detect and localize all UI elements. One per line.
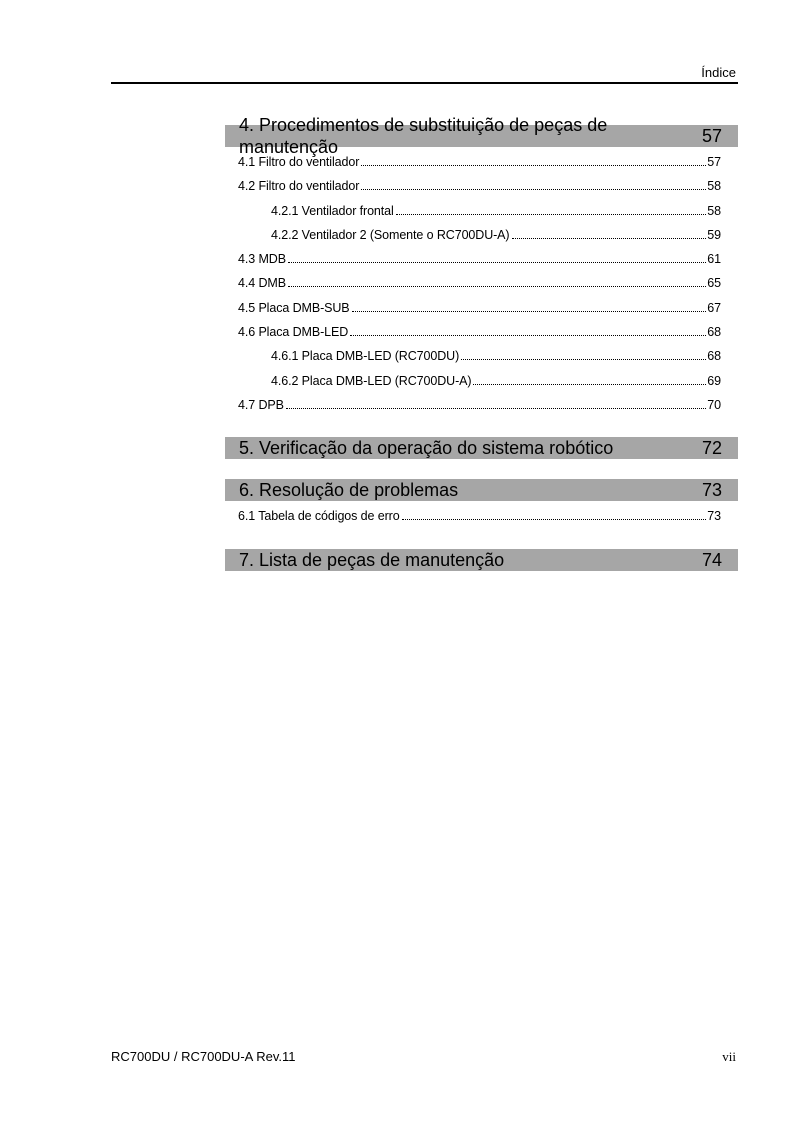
toc-entry-list	[225, 504, 738, 528]
toc-section	[225, 479, 738, 528]
toc-entry-label: 4.2 Filtro do ventilador	[238, 179, 360, 194]
toc-section	[225, 437, 738, 459]
toc-entry-label: 4.7 DPB	[238, 397, 284, 412]
toc-section-heading[interactable]	[225, 549, 738, 571]
toc-entry[interactable]	[238, 504, 721, 528]
toc-entry-label: 4.3 MDB	[238, 252, 286, 267]
toc-entry-label: 4.2.2 Ventilador 2 (Somente o RC700DU-A)	[271, 227, 510, 242]
toc-entry[interactable]	[238, 247, 721, 271]
toc-dot-leader	[361, 188, 706, 190]
toc-section	[225, 115, 738, 417]
toc-dot-leader	[350, 334, 706, 336]
toc-entry-label: 4.6.2 Placa DMB-LED (RC700DU-A)	[271, 373, 472, 388]
toc-section-heading[interactable]	[225, 437, 738, 459]
toc-entry-page: 69	[707, 373, 721, 388]
toc-section-page: 72	[701, 438, 722, 459]
toc-section-page: 57	[701, 126, 722, 146]
toc-dot-leader	[512, 237, 707, 239]
toc-section-title: 4. Procedimentos de substituição de peças de manutenção	[239, 115, 608, 157]
toc-section-heading[interactable]	[225, 115, 738, 157]
table-of-contents	[225, 115, 738, 591]
toc-dot-leader	[288, 261, 706, 263]
toc-entry[interactable]	[238, 223, 721, 247]
toc-entry[interactable]	[238, 320, 721, 344]
toc-entry-page: 57	[707, 155, 721, 169]
toc-entry[interactable]	[238, 174, 721, 198]
toc-entry[interactable]	[238, 369, 721, 393]
toc-entry-label: 6.1 Tabela de códigos de erro	[238, 509, 400, 524]
toc-entry-page: 67	[707, 300, 721, 315]
toc-entry-page: 70	[707, 397, 721, 412]
toc-entry-label: 4.6 Placa DMB-LED	[238, 325, 349, 340]
toc-section	[225, 549, 738, 571]
header-rule	[111, 82, 738, 84]
toc-section-title: 7. Lista de peças de manutenção	[239, 549, 505, 570]
toc-entry-page: 73	[707, 509, 721, 524]
page-header-title: Índice	[701, 65, 736, 80]
toc-dot-leader	[461, 358, 706, 360]
footer-product: RC700DU / RC700DU-A Rev.11	[111, 1049, 296, 1064]
toc-entry-label: 4.5 Placa DMB-SUB	[238, 300, 350, 315]
toc-entry-label: 4.1 Filtro do ventilador	[238, 155, 360, 169]
toc-entry-label: 4.6.1 Placa DMB-LED (RC700DU)	[271, 349, 460, 364]
toc-dot-leader	[288, 285, 706, 287]
toc-entry[interactable]	[238, 344, 721, 368]
toc-dot-leader	[473, 383, 706, 385]
toc-section-heading[interactable]	[225, 479, 738, 501]
footer-page-number: vii	[722, 1049, 736, 1064]
toc-entry[interactable]	[238, 393, 721, 417]
toc-dot-leader	[286, 407, 706, 409]
toc-entry-label: 4.2.1 Ventilador frontal	[271, 203, 394, 218]
toc-entry-page: 65	[707, 276, 721, 291]
toc-entry-list	[225, 150, 738, 417]
toc-section-page: 73	[701, 480, 722, 501]
toc-section-title: 6. Resolução de problemas	[239, 480, 459, 501]
toc-dot-leader	[396, 213, 707, 215]
toc-section-title: 5. Verificação da operação do sistema robótico	[239, 438, 614, 459]
toc-entry-page: 68	[707, 325, 721, 340]
toc-entry-page: 58	[707, 203, 721, 218]
toc-entry-page: 59	[707, 227, 721, 242]
toc-entry-page: 68	[707, 349, 721, 364]
toc-dot-leader	[361, 164, 706, 166]
toc-entry-label: 4.4 DMB	[238, 276, 286, 291]
toc-section-page: 74	[701, 549, 722, 570]
toc-dot-leader	[352, 310, 707, 312]
toc-entry-page: 61	[707, 252, 721, 267]
toc-entry-page: 58	[707, 179, 721, 194]
toc-dot-leader	[402, 518, 707, 520]
toc-entry[interactable]	[238, 271, 721, 295]
toc-entry[interactable]	[238, 296, 721, 320]
toc-entry[interactable]	[238, 199, 721, 223]
